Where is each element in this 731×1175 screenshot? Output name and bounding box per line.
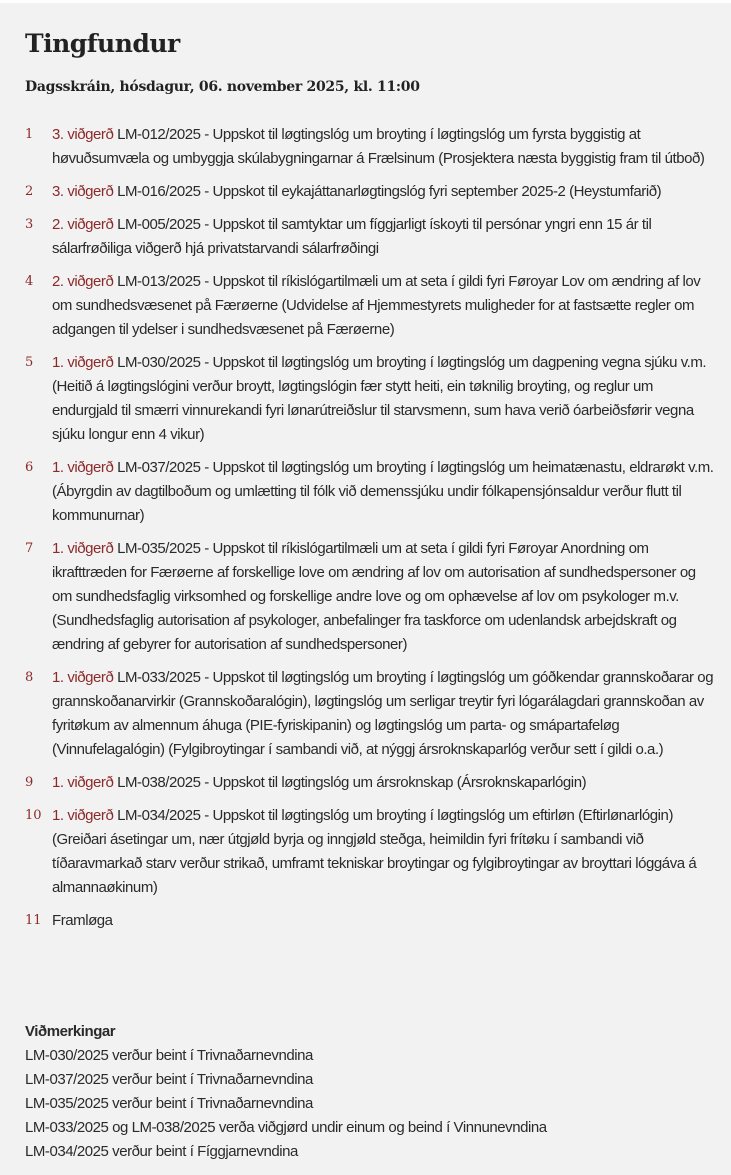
agenda-date: Dagsskráin, hósdagur, 06. november 2025, kl. 11:00	[25, 79, 420, 95]
item-number: 1	[25, 127, 34, 142]
reading-link[interactable]: 3. viðgerð	[52, 126, 114, 143]
agenda-list	[25, 123, 715, 942]
item-text: LM-037/2025 - Uppskot til løgtingslóg um broyting í løgtingslóg um heimatænastu, eldrarøkt v.m. (Ábyrgdin av dagtilboðum og umlætting til fólk við demenssjúku undir fólkapensjónsaldur verður flutt til kommunurnar)	[52, 459, 714, 524]
reading-link[interactable]: 2. viðgerð	[52, 273, 114, 290]
remark-item: LM-034/2025 verður beint í Fíggjarnevndina	[25, 1143, 298, 1160]
remark-item: LM-030/2025 verður beint í Trivnaðarnevndina	[25, 1047, 313, 1064]
item-number: 8	[25, 670, 34, 685]
agenda-item	[25, 456, 715, 528]
page	[0, 3, 731, 1175]
reading-link[interactable]: 1. viðgerð	[52, 459, 114, 476]
reading-link[interactable]: 1. viðgerð	[52, 774, 114, 791]
item-text: LM-005/2025 - Uppskot til samtyktar um fíggjarligt ískoyti til persónar yngri enn 15 ár til sálarfrøðiliga viðgerð hjá privatstarvandi sálarfrøðingi	[52, 216, 652, 257]
reading-link[interactable]: 2. viðgerð	[52, 216, 114, 233]
page-title: Tingfundur	[25, 29, 180, 58]
reading-link[interactable]: 1. viðgerð	[52, 540, 114, 557]
remark-item: LM-035/2025 verður beint í Trivnaðarnevndina	[25, 1095, 313, 1112]
item-number: 4	[25, 274, 34, 289]
agenda-item	[25, 351, 715, 447]
item-text: Framløga	[52, 912, 113, 929]
item-number: 10	[25, 808, 42, 823]
agenda-item	[25, 270, 715, 342]
item-text: LM-030/2025 - Uppskot til løgtingslóg um broyting í løgtingslóg um dagpening vegna sjúku v.m. (Heitið á løgtingslógini verður broytt, løgtingslógin fær stytt heiti, ein tøknilig broyting, og reglur um endurgjald til smærri vinnurekandi fyri lønarútreiðslur til starvsmenn, sum hava verið óarbeiðsførir vegna sjúku longur enn 4 vikur)	[52, 354, 707, 443]
item-number: 11	[25, 913, 42, 928]
item-text: LM-016/2025 - Uppskot til eykajáttanarløgtingslóg fyri september 2025-2 (Heystumfarið)	[117, 183, 662, 200]
agenda-item	[25, 771, 715, 795]
remark-item: LM-037/2025 verður beint í Trivnaðarnevndina	[25, 1071, 313, 1088]
item-number: 3	[25, 217, 34, 232]
item-text: LM-035/2025 - Uppskot til ríkislógartilmæli um at seta í gildi fyri Føroyar Anordning om ikrafttræden for Færøerne af forskellige love om ændring af lov om autorisation af sundhedspersoner og om sundhedsfaglig virksomhed og forskellige andre love og om ophævelse af lov om psykologer m.v. (Sundhedsfaglig autorisation af psykologer, anbefalinger fra taskforce om udenlandsk arbejdskraft og ændring af gebyrer for autorisation af sundhedspersoner)	[52, 540, 696, 653]
item-number: 5	[25, 355, 34, 370]
item-number: 7	[25, 541, 34, 556]
item-text: LM-033/2025 - Uppskot til løgtingslóg um broyting í løgtingslóg um góðkendar grannskoðarar og grannskoðanarvirkir (Grannskoðaralógin), løgtingslóg um serligar treytir fyri lógarálagdari grannskoðan av fyritøkum av almennum áhuga (PIE-fyriskipanin) og løgtingslóg um parta- og smápartafeløg (Vinnufelagalógin) (Fylgibroytingar í sambandi við, at nýggj ársroknskaparlóg verður sett í gildi o.a.)	[52, 669, 714, 758]
remarks-section	[25, 1020, 715, 1164]
agenda-item	[25, 180, 715, 204]
item-text: LM-012/2025 - Uppskot til løgtingslóg um broyting í løgtingslóg um fyrsta byggistig at høvuðsumvæla og umbyggja skúlabygningarnar á Frælsinum (Prosjektera næsta byggistig fram til útboð)	[52, 126, 705, 167]
reading-link[interactable]: 1. viðgerð	[52, 669, 114, 686]
agenda-item	[25, 123, 715, 171]
agenda-item	[25, 537, 715, 657]
remarks-heading: Viðmerkingar	[25, 1023, 116, 1040]
item-text: LM-013/2025 - Uppskot til ríkislógartilmæli um at seta í gildi fyri Føroyar Lov om ændring af lov om sundhedsvæsenet på Færøerne (Udvidelse af Hjemmestyrets muligheder for at fastsætte regler om adgangen til ydelser i sundhedsvæsenet på Færøerne)	[52, 273, 701, 338]
item-number: 2	[25, 184, 34, 199]
agenda-item	[25, 213, 715, 261]
item-number: 6	[25, 460, 34, 475]
reading-link[interactable]: 3. viðgerð	[52, 183, 114, 200]
agenda-item	[25, 804, 715, 900]
item-text: LM-034/2025 - Uppskot til løgtingslóg um broyting í løgtingslóg um eftirløn (Eftirlønarlógin) (Greiðari ásetingar um, nær útgjøld byrja og inngjøld steðga, heimildin fyri frítøku í sambandi við tíðaravmarkað starv verður strikað, umframt tekniskar broytingar og fylgibroytingar av broyttari lóggáva á almannaøkinum)	[52, 807, 697, 896]
reading-link[interactable]: 1. viðgerð	[52, 354, 114, 371]
agenda-item	[25, 909, 715, 933]
agenda-item	[25, 666, 715, 762]
item-text: LM-038/2025 - Uppskot til løgtingslóg um ársroknskap (Ársroknskaparlógin)	[117, 774, 587, 791]
remark-item: LM-033/2025 og LM-038/2025 verða viðgjørd undir einum og beind í Vinnunevndina	[25, 1119, 547, 1136]
reading-link[interactable]: 1. viðgerð	[52, 807, 114, 824]
item-number: 9	[25, 775, 34, 790]
